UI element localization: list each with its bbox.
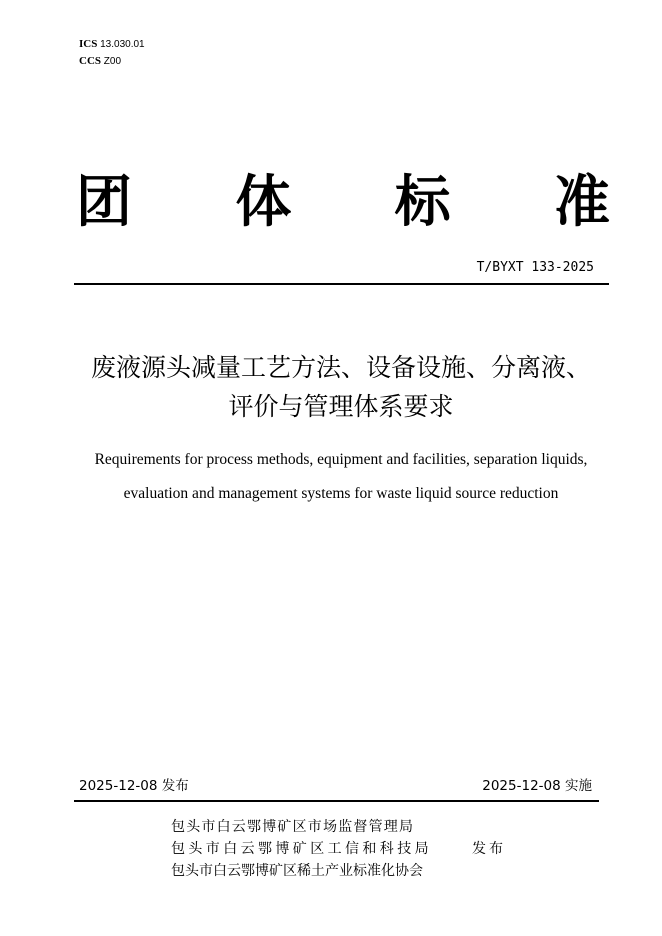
title-char: 体: [235, 170, 292, 235]
classification-codes: [79, 36, 145, 70]
footer-divider: [74, 800, 599, 802]
ics-key: ICS: [79, 38, 98, 50]
title-cn-line1: 废液源头减量工艺方法、设备设施、分离液、: [90, 353, 591, 382]
title-char: 标: [394, 170, 451, 235]
publish-label: 发布: [472, 841, 506, 857]
title-en-line1: Requirements for process methods, equipment and facilities, separation liquids,: [94, 451, 588, 468]
ccs-code: [79, 53, 145, 70]
issuer-3: 包头市白云鄂博矿区稀土产业标准化协会: [171, 863, 423, 879]
ics-code: [79, 36, 145, 53]
issuer-1: 包头市白云鄂博矿区市场监督管理局: [171, 819, 415, 835]
implement-date: 2025-12-08 实施: [482, 778, 592, 794]
header-divider: [74, 283, 609, 285]
document-type-title: [76, 170, 610, 236]
title-char: 团: [76, 170, 132, 235]
ccs-value: Z00: [103, 56, 122, 67]
title-en-line2: evaluation and management systems for waste liquid source reduction: [123, 485, 559, 502]
standard-number: T/BYXT 133-2025: [476, 260, 594, 275]
ccs-key: CCS: [79, 55, 102, 67]
publish-date: 2025-12-08 发布: [79, 778, 189, 794]
title-cn-line2: 评价与管理体系要求: [228, 392, 454, 421]
title-char: 准: [553, 170, 610, 235]
issuer-2: 包头市白云鄂博矿区工信和科技局: [171, 841, 432, 857]
ics-value: 13.030.01: [100, 39, 145, 50]
